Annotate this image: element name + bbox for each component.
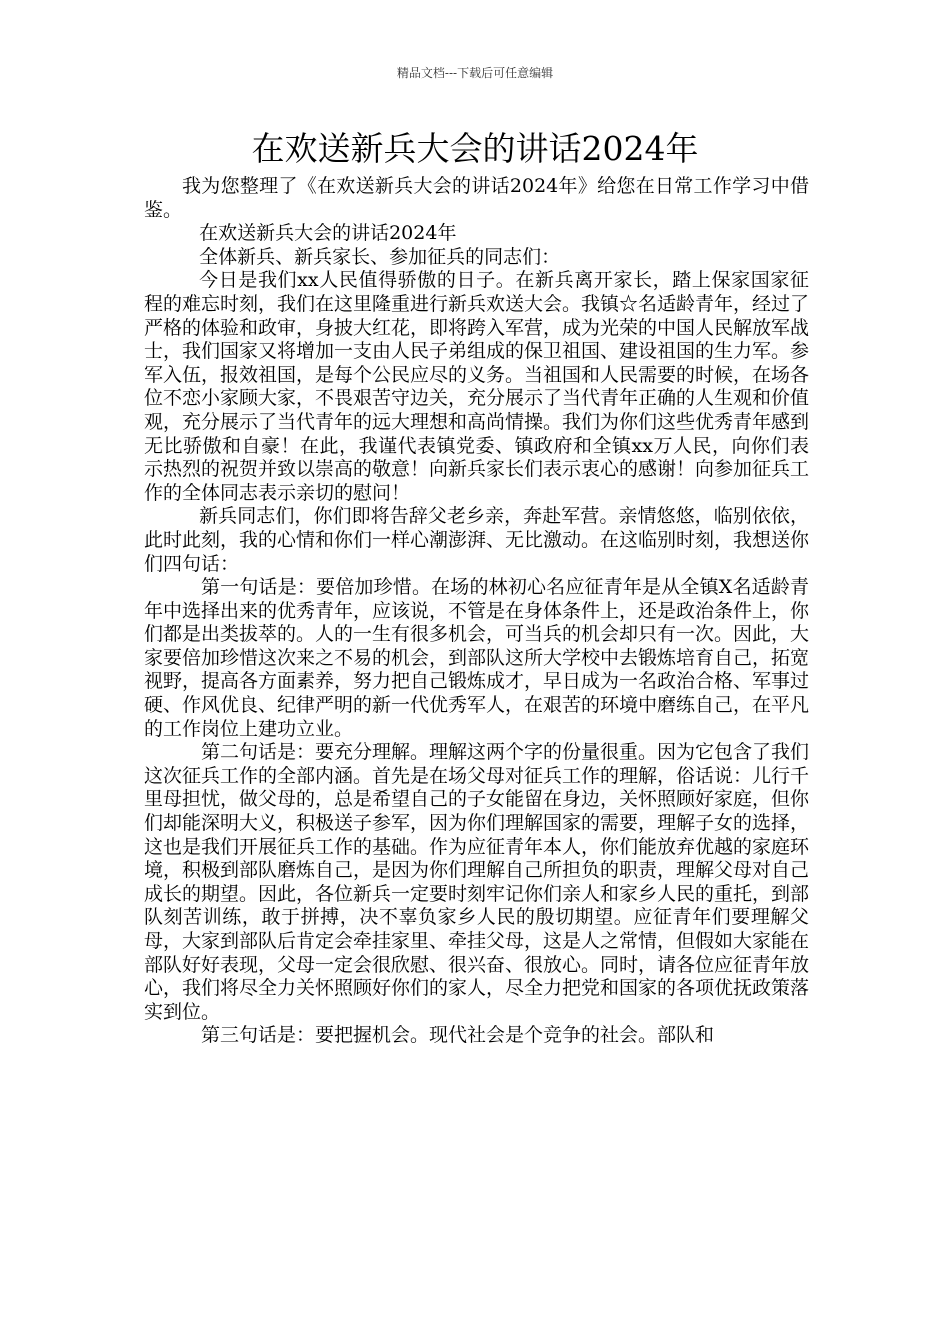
body-paragraph: 第三句话是：要把握机会。现代社会是个竞争的社会。部队和 bbox=[201, 1024, 715, 1047]
page-header-note: 精品文档---下载后可任意编辑 bbox=[396, 66, 554, 80]
body-paragraph: 新兵同志们，你们即将告辞父老乡亲，奔赴军营。亲情悠悠，临别依依，此时此刻，我的心情和你们一样心潮澎湃、无比激动。在这临别时刻，我想送你们四句话： bbox=[144, 505, 810, 575]
intro-paragraph: 我为您整理了《在欢送新兵大会的讲话2024年》给您在日常工作学习中借鉴。 bbox=[144, 175, 809, 221]
document-title: 在欢送新兵大会的讲话2024年 bbox=[251, 129, 699, 168]
salutation-paragraph: 全体新兵、新兵家长、参加征兵的同志们： bbox=[199, 245, 561, 268]
body-paragraph: 今日是我们xx人民值得骄傲的日子。在新兵离开家长，踏上保家国家征程的难忘时刻，我们在这里隆重进行新兵欢送大会。我镇☆名适龄青年，经过了严格的体验和政审，身披大红花，即将跨入军营，成为光荣的中国人民解放军战士，我们国家又将增加一支由人民子弟组成的保卫祖国、建设祖国的生力军。参军入伍，报效祖国，是每个公民应尽的义务。当祖国和人民需要的时候，在场各位不恋小家顾大家，不畏艰苦守边关，充分展示了当代青年正确的人生观和价值观，充分展示了当代青年的远大理想和高尚情操。我们为你们这些优秀青年感到无比骄傲和自豪！在此，我谨代表镇党委、镇政府和全镇xx万人民，向你们表示热烈的祝贺并致以崇高的敬意！向新兵家长们表示衷心的感谢！向参加征兵工作的全体同志表示亲切的慰问！ bbox=[144, 269, 810, 504]
document-body bbox=[144, 175, 809, 1048]
body-paragraph: 第二句话是：要充分理解。理解这两个字的份量很重。因为它包含了我们这次征兵工作的全部内涵。首先是在场父母对征兵工作的理解，俗话说：儿行千里母担忧，做父母的，总是希望自己的子女能留在身边，关怀照顾好家庭，但你们却能深明大义，积极送子参军，因为你们理解国家的需要，理解子女的选择，这也是我们开展征兵工作的基础。作为应征青年本人，你们能放弃优越的家庭环境，积极到部队磨炼自己，是因为你们理解自己所担负的职责，理解父母对自己成长的期望。因此，各位新兵一定要时刻牢记你们亲人和家乡人民的重托，到部队刻苦训练，敢于拼搏，决不辜负家乡人民的殷切期望。应征青年们要理解父母，大家到部队后肯定会牵挂家里、牵挂父母，这是人之常情，但假如大家能在部队好好表现，父母一定会很欣慰、很兴奋、很放心。同时，请各位应征青年放心，我们将尽全力关怀照顾好你们的家人，尽全力把党和国家的各项优抚政策落实到位。 bbox=[144, 741, 810, 1023]
body-paragraph: 第一句话是：要倍加珍惜。在场的林初心名应征青年是从全镇X名适龄青年中选择出来的优秀青年，应该说，不管是在身体条件上，还是政治条件上，你们都是出类拔萃的。人的一生有很多机会，可当兵的机会却只有一次。因此，大家要倍加珍惜这次来之不易的机会，到部队这所大学校中去锻炼培育自己，拓宽视野，提高各方面素养，努力把自己锻炼成才，早日成为一名政治合格、军事过硬、作风优良、纪律严明的新一代优秀军人，在艰苦的环境中磨练自己，在平凡的工作岗位上建功立业。 bbox=[144, 576, 810, 740]
subtitle-paragraph: 在欢送新兵大会的讲话2024年 bbox=[199, 222, 457, 245]
